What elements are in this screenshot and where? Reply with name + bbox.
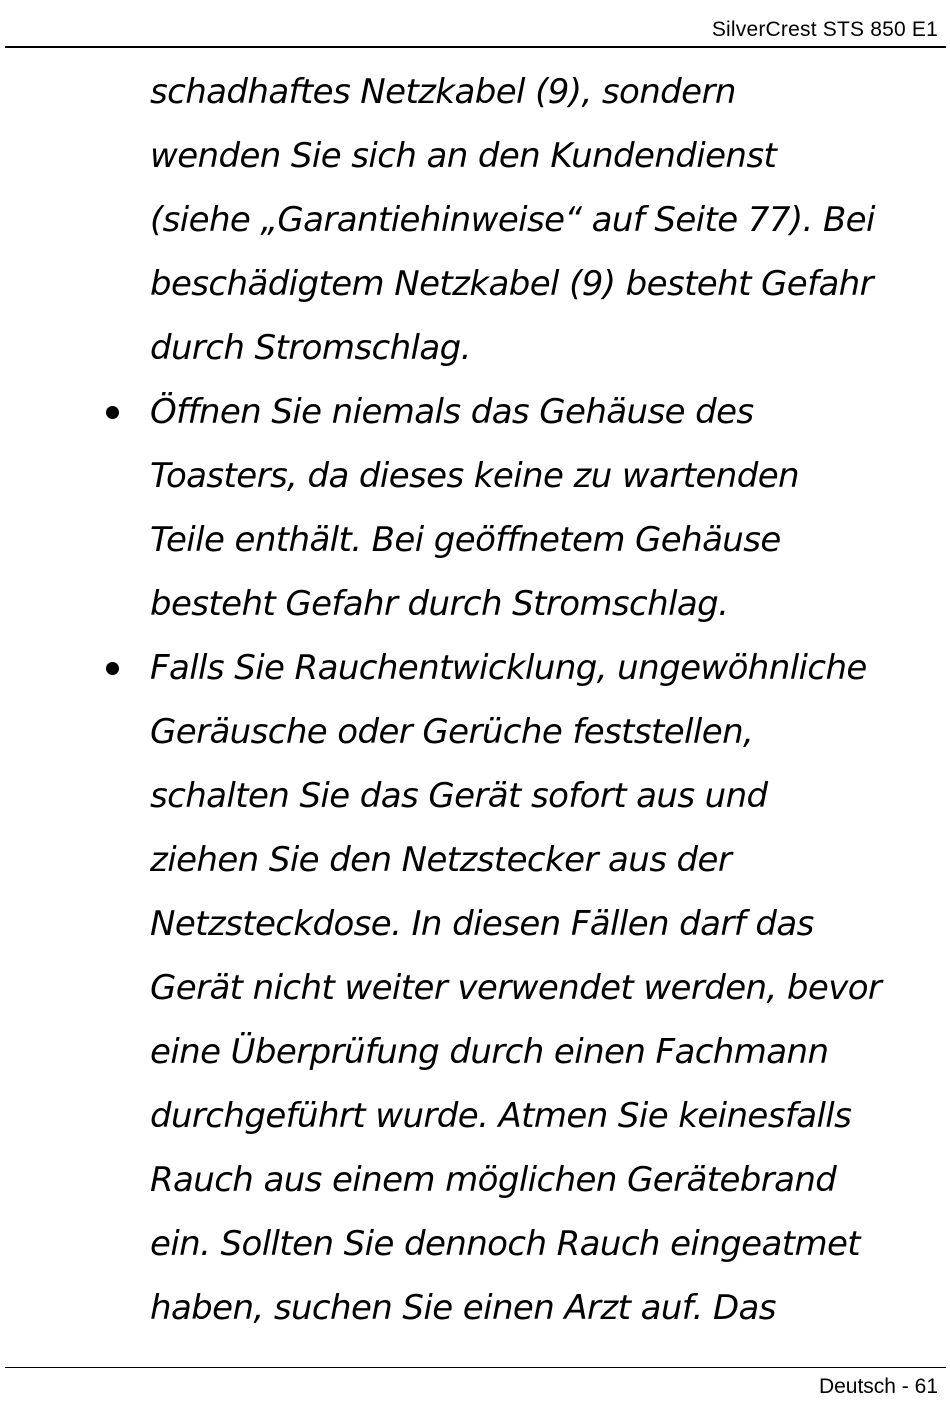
header-divider — [5, 46, 946, 48]
document-body — [150, 60, 940, 1340]
page-header-model: SilverCrest STS 850 E1 — [711, 18, 938, 41]
bullet-text-housing: Öffnen Sie niemals das Gehäuse des Toasters, da dieses keine zu wartenden Teile enthält. Bei geöffnetem Gehäuse besteht Gefahr durch Stromschlag. — [150, 392, 799, 624]
bullet-icon — [106, 662, 119, 675]
footer-divider — [5, 1367, 946, 1368]
bullet-text-smoke: Falls Sie Rauchentwicklung, ungewöhnliche Geräusche oder Gerüche feststellen, schalten Sie das Gerät sofort aus und ziehen Sie den Netzstecker aus der Netzsteckdose. In diesen Fällen darf das Gerät nicht weiter verwendet werden, bevor eine Überprüfung durch einen Fachmann durchgeführt wurde. Atmen Sie keinesfalls Rauch aus einem möglichen Gerätebrand ein. Sollten Sie dennoch Rauch eingeatmet haben, suchen Sie einen Arzt auf. Das — [150, 648, 882, 1328]
continuation-paragraph: schadhaftes Netzkabel (9), sondern wenden Sie sich an den Kundendienst (siehe „Garantiehinweise“ auf Seite 77). Bei beschädigtem Netzkabel (9) besteht Gefahr durch Stromschlag. — [150, 72, 875, 368]
bullet-item-housing — [150, 380, 940, 636]
bullet-item-smoke — [150, 636, 940, 1340]
page-footer-number: Deutsch - 61 — [818, 1375, 938, 1398]
bullet-icon — [106, 406, 119, 419]
